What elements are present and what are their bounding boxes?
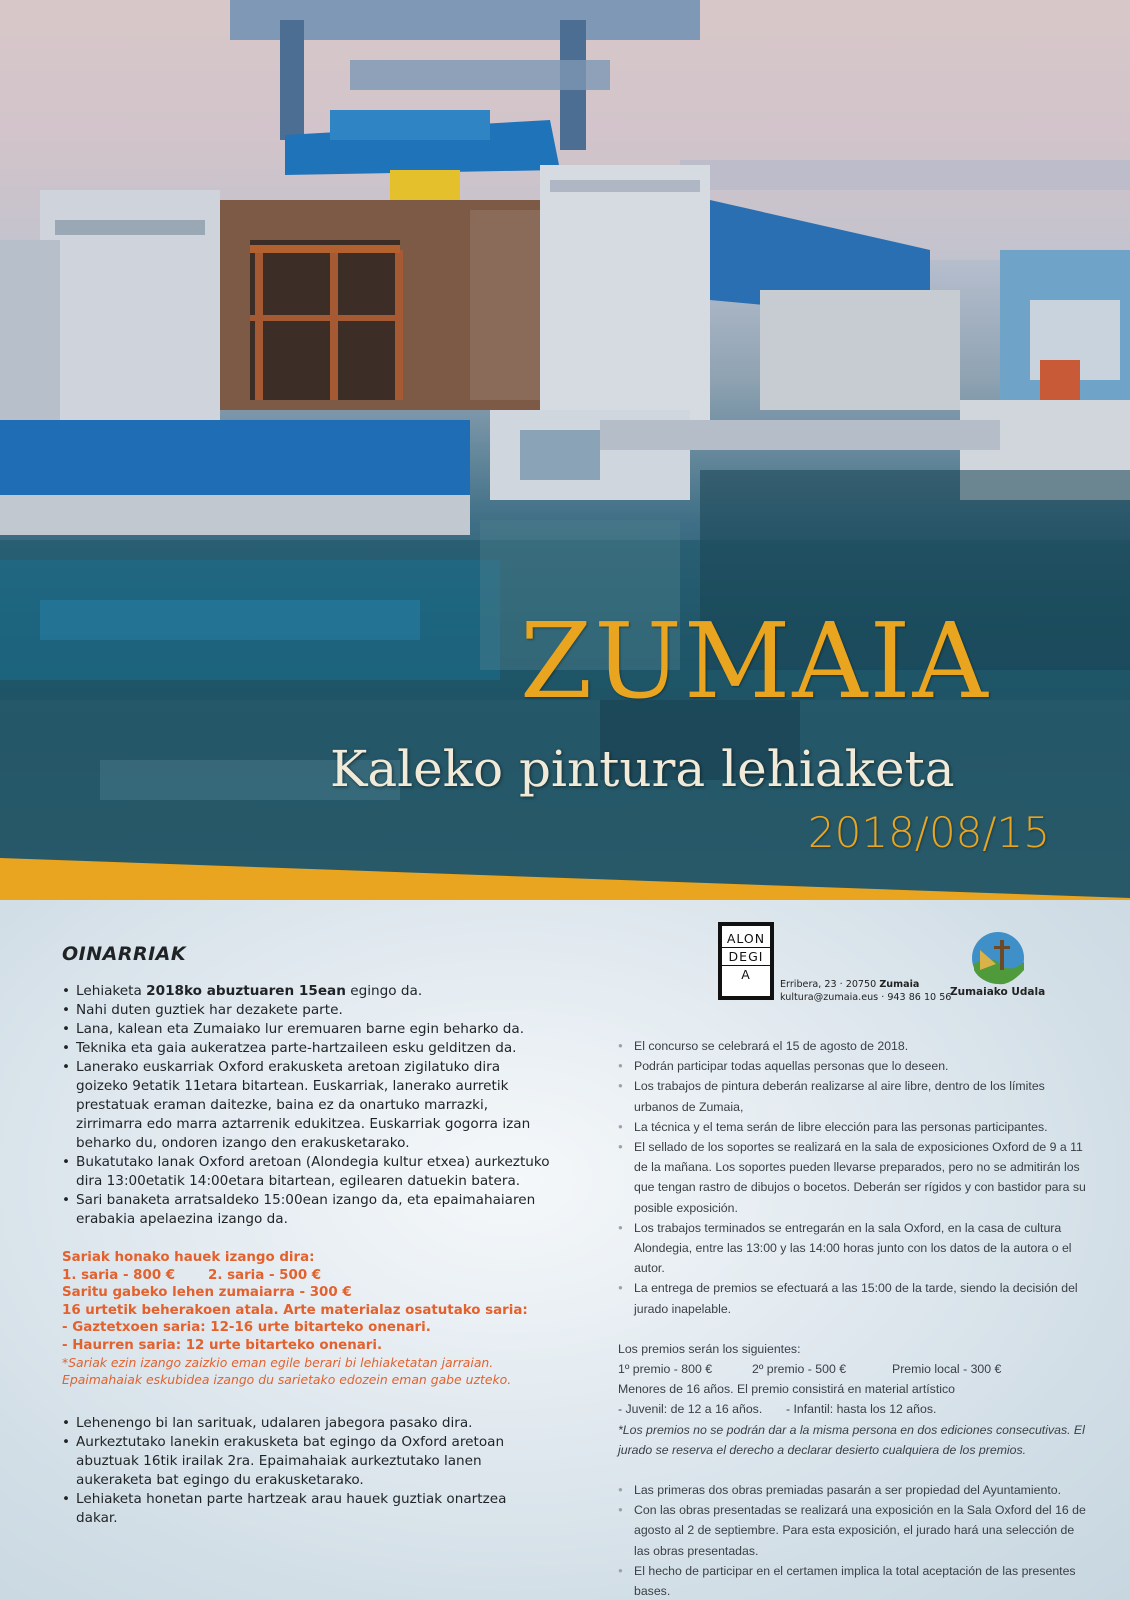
spanish-infantil: - Infantil: hasta los 12 años. (786, 1402, 937, 1417)
basque-prizes (62, 1249, 552, 1388)
contact-email-phone: kultura@zumaia.eus · 943 86 10 56 (780, 992, 952, 1003)
spanish-prize-1: 1º premio - 800 € (618, 1362, 713, 1377)
contact-address: Erribera, 23 · 20750 Zumaia kultura@zumaia.eus · 943 86 10 56 (780, 978, 960, 1004)
basque-prize-row (62, 1267, 552, 1285)
basque-rule-6: • Bukatutako lanak Oxford aretoan (Alondegia kultur etxea) aurkeztuko dira 13:00etatik 14:00etara bitartean, egilearen datuekin batera. (62, 1153, 552, 1191)
basque-prize-youth: 16 urtetik beherakoen atala. Arte materialaz osatutako saria: (62, 1302, 528, 1318)
rules-heading: OINARRIAK (62, 943, 187, 965)
spanish-end-2: ● Con las obras presentadas se realizará una exposición en la Sala Oxford del 16 de agosto al 2 de septiembre. Para esta exposición, el jurado hará una selección de las obras presentadas. (618, 1500, 1088, 1561)
spanish-juvenil: - Juvenil: de 12 a 16 años. (618, 1402, 763, 1417)
spanish-prize-local: Premio local - 300 € (892, 1362, 1002, 1377)
spanish-prize-2: 2º premio - 500 € (752, 1362, 847, 1377)
udala-label: Zumaiako Udala (950, 986, 1046, 998)
contest-date: 2018/08/15 (807, 808, 1050, 857)
basque-after-2: • Aurkeztutako lanekin erakusketa bat egingo da Oxford aretoan abuztuak 16tik irailak 2ra. Epaimahaiak aurkeztutako lanen aukeraketa bat egingo du erakusketarako. (62, 1433, 552, 1490)
basque-prize-note: *Sariak ezin izango zaizkio eman egile berari bi lehiaketatan jarraian. Epaimahaiak eskubidea izango du sarietako edozein eman gabe uzteko. (62, 1355, 512, 1387)
basque-after-1: • Lehenengo bi lan sarituak, udalaren jabegora pasako dira. (62, 1414, 552, 1433)
spanish-end-3: ● El hecho de participar en el certamen implica la total aceptación de las presentes bases. (618, 1561, 1088, 1600)
spanish-rule-1: ● El concurso se celebrará el 15 de agosto de 2018. (618, 1036, 1088, 1056)
basque-after-rules (62, 1414, 552, 1528)
basque-prizes-intro: Sariak honako hauek izango dira: (62, 1250, 315, 1265)
spanish-rule-6: ● Los trabajos terminados se entregarán en la sala Oxford, en la casa de cultura Alondegia, entre las 13:00 y las 14:00 horas junto con los datos de la autora o el autor. (618, 1218, 1088, 1279)
spanish-rule-4: ● La técnica y el tema serán de libre elección para las personas participantes. (618, 1117, 1088, 1137)
spanish-rule-2: ● Podrán participar todas aquellas personas que lo deseen. (618, 1056, 1088, 1076)
basque-rule-3: • Lana, kalean eta Zumaiako lur eremuaren barne egin beharko da. (62, 1020, 552, 1039)
basque-prize-haur: - Haurren saria: 12 urte bitarteko onenari. (62, 1337, 383, 1353)
spanish-prize-row (618, 1359, 1088, 1379)
basque-rule-2: • Nahi duten guztiek har dezakete parte. (62, 1001, 552, 1020)
spanish-rule-3: ● Los trabajos de pintura deberán realizarse al aire libre, dentro de los límites urbanos de Zumaia, (618, 1076, 1088, 1116)
contest-subtitle: Kaleko pintura lehiaketa (330, 740, 955, 798)
zumaia-crest-icon (970, 930, 1026, 986)
alondegia-logo: ALON DEGI A (718, 922, 774, 1000)
spanish-rule-7: ● La entrega de premios se efectuará a las 15:00 de la tarde, siendo la decisión del jurado inapelable. (618, 1278, 1088, 1318)
basque-prize-1: 1. saria - 800 € (62, 1267, 176, 1283)
basque-prize-gazte: - Gaztetxoen saria: 12-16 urte bitarteko onenari. (62, 1320, 431, 1335)
basque-rule-7: • Sari banaketa arratsaldeko 15:00ean izango da, eta epaimahaiaren erabakia apelaezina izango da. (62, 1191, 552, 1229)
spanish-prizes-intro: Los premios serán los siguientes: (618, 1341, 801, 1356)
basque-prize-local: Saritu gabeko lehen zumaiarra - 300 € (62, 1285, 352, 1300)
spanish-age-row (618, 1399, 1088, 1419)
spanish-minors: Menores de 16 años. El premio consistirá en material artístico (618, 1382, 955, 1397)
basque-prize-2: 2. saria - 500 € (208, 1267, 322, 1283)
basque-after-3: • Lehiaketa honetan parte hartzeak arau hauek guztiak onartzea dakar. (62, 1490, 552, 1528)
basque-rules (62, 945, 552, 1528)
spanish-end-1: ● Las primeras dos obras premiadas pasarán a ser propiedad del Ayuntamiento. (618, 1480, 1088, 1500)
basque-rule-5: • Lanerako euskarriak Oxford erakusketa aretoan zigilatuko dira goizeko 9etatik 11etara bitartean. Euskarriak, lanerako aurretik prestatuak eraman daitezke, baina ez da onartuko marrazki, zirrimarra edo marra aztarrenik edukitzea. Euskarriak gogorra izan beharko du, ondoren izango den erakusketarako. (62, 1058, 552, 1153)
basque-rule-1: • Lehiaketa 2018ko abuztuaren 15ean egingo da. (62, 982, 552, 1001)
spanish-rule-5: ● El sellado de los soportes se realizará en la sala de exposiciones Oxford de 9 a 11 de la mañana. Los soportes pueden llevarse preparados, pero no se admitirán los que tengan rastro de dibujos o bocetos. Deberán ser rígidos y con bastidor para su posible exposición. (618, 1137, 1088, 1218)
town-title: ZUMAIA (520, 600, 990, 722)
spanish-prize-note: *Los premios no se podrán dar a la misma persona en dos ediciones consecutivas. El jurado se reserva el derecho a declarar desierto cualquiera de los premios. (618, 1422, 1085, 1457)
basque-rule-4: • Teknika eta gaia aukeratzea parte-hartzaileen esku gelditzen da. (62, 1039, 552, 1058)
spanish-rules (618, 1036, 1088, 1600)
